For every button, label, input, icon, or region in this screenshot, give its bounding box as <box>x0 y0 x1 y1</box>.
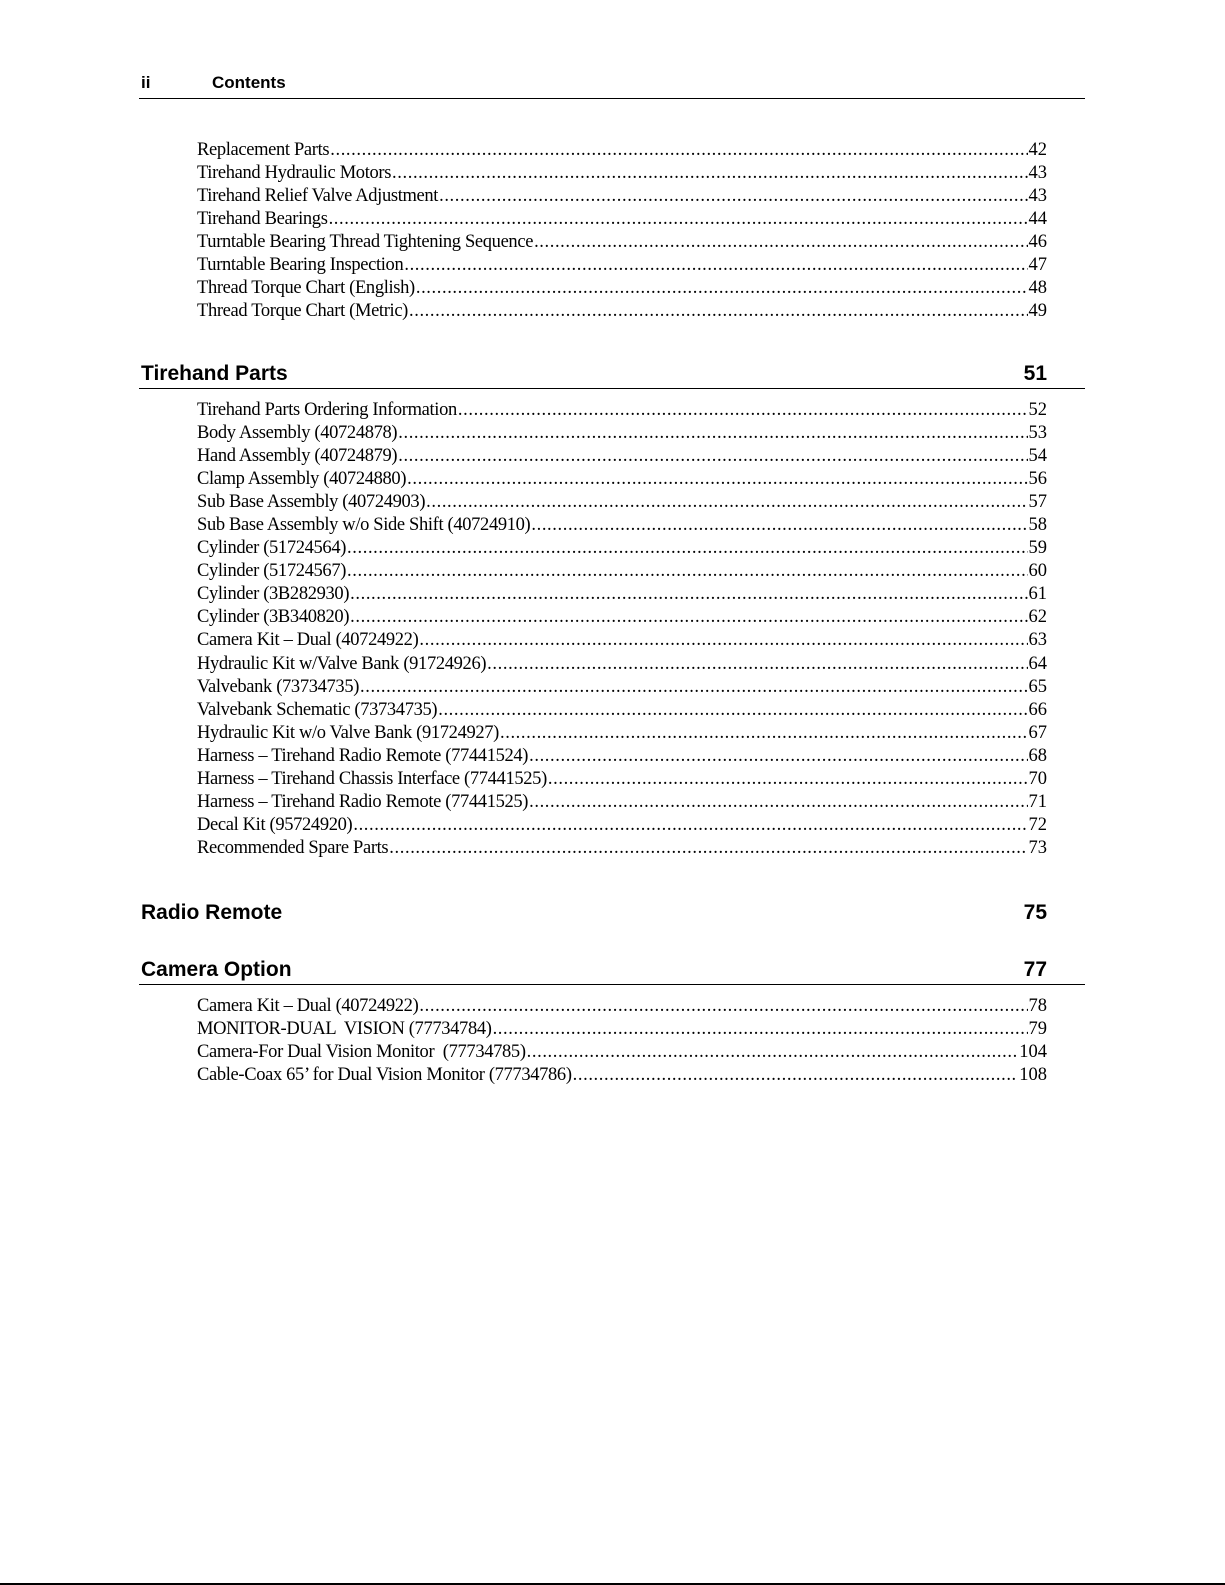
toc-entry[interactable] <box>197 468 1047 491</box>
toc-entry-page: 104 <box>1019 1042 1047 1063</box>
toc-entry[interactable] <box>197 422 1047 445</box>
dot-leader <box>527 1041 1019 1064</box>
toc-entry[interactable] <box>197 254 1047 277</box>
header-page-number: ii <box>141 73 151 92</box>
toc-entry-page: 42 <box>1028 140 1047 160</box>
dot-leader <box>347 560 1027 583</box>
toc-entry-page: 71 <box>1028 791 1047 812</box>
toc-entry-page: 54 <box>1028 446 1047 467</box>
toc-entry-page: 73 <box>1028 837 1047 858</box>
toc-entry-label: Sub Base Assembly w/o Side Shift (40724910) <box>197 515 531 536</box>
toc-entry-label: Hydraulic Kit w/Valve Bank (91724926) <box>197 653 487 674</box>
section-title: Radio Remote <box>141 901 283 924</box>
toc-entry[interactable] <box>197 676 1047 699</box>
dot-leader <box>534 231 1027 254</box>
dot-leader <box>426 491 1027 514</box>
dot-leader <box>389 837 1027 860</box>
dot-leader <box>347 537 1027 560</box>
toc-entry-label: Sub Base Assembly (40724903) <box>197 492 426 513</box>
toc-entry[interactable] <box>197 837 1047 860</box>
toc-entry-page: 56 <box>1028 469 1047 490</box>
section-page: 75 <box>1023 901 1047 924</box>
toc-entry-page: 66 <box>1028 699 1047 720</box>
toc-entry-label: Hand Assembly (40724879) <box>197 446 398 467</box>
toc-entry[interactable] <box>197 537 1047 560</box>
toc-entry-page: 108 <box>1019 1065 1047 1086</box>
dot-leader <box>419 995 1027 1018</box>
section-title: Tirehand Parts <box>141 362 288 385</box>
toc-entry[interactable] <box>197 745 1047 768</box>
toc-entry-page: 67 <box>1028 722 1047 743</box>
toc-entry-label: Harness – Tirehand Radio Remote (77441524) <box>197 745 529 766</box>
toc-entry-label: Tirehand Parts Ordering Information <box>197 400 457 420</box>
toc-entry[interactable] <box>197 560 1047 583</box>
toc-entry-page: 62 <box>1028 607 1047 628</box>
toc-group-tirehand-parts <box>197 399 1047 860</box>
section-heading[interactable] <box>139 956 1085 985</box>
dot-leader <box>398 445 1027 468</box>
toc-entry-label: Decal Kit (95724920) <box>197 814 353 835</box>
dot-leader <box>493 1018 1028 1041</box>
dot-leader <box>487 653 1027 676</box>
toc-entry-label: Tirehand Relief Valve Adjustment <box>197 186 439 207</box>
toc-entry-label: Replacement Parts <box>197 140 330 160</box>
toc-entry[interactable] <box>197 1018 1047 1041</box>
section-heading[interactable] <box>139 899 1085 927</box>
dot-leader <box>350 606 1027 629</box>
toc-entry[interactable] <box>197 768 1047 791</box>
toc-entry[interactable] <box>197 514 1047 537</box>
toc-entry-page: 63 <box>1028 630 1047 651</box>
section-camera-option <box>139 956 1085 985</box>
toc-entry-page: 57 <box>1028 492 1047 513</box>
toc-entry[interactable] <box>197 491 1047 514</box>
toc-entry-page: 64 <box>1028 653 1047 674</box>
dot-leader <box>409 300 1028 323</box>
toc-entry[interactable] <box>197 791 1047 814</box>
toc-entry-label: Cylinder (3B340820) <box>197 607 350 628</box>
toc-entry[interactable] <box>197 583 1047 606</box>
toc-entry-page: 46 <box>1028 232 1047 253</box>
section-page: 51 <box>1023 362 1047 385</box>
dot-leader <box>398 422 1027 445</box>
toc-entry[interactable] <box>197 699 1047 722</box>
section-heading[interactable] <box>139 360 1085 389</box>
toc-entry-page: 43 <box>1028 163 1047 184</box>
toc-entry-label: Cylinder (51724567) <box>197 561 347 582</box>
dot-leader <box>438 699 1027 722</box>
toc-entry-label: Cylinder (51724564) <box>197 538 347 559</box>
dot-leader <box>392 162 1027 185</box>
toc-entry-page: 61 <box>1028 584 1047 605</box>
toc-entry-page: 60 <box>1028 561 1047 582</box>
toc-entry[interactable] <box>197 1064 1047 1087</box>
toc-entry[interactable] <box>197 185 1047 208</box>
toc-entry-label: Tirehand Bearings <box>197 209 328 230</box>
toc-entry-label: Hydraulic Kit w/o Valve Bank (91724927) <box>197 722 499 743</box>
dot-leader <box>329 208 1028 231</box>
toc-entry-label: Cable-Coax 65’ for Dual Vision Monitor (77734786) <box>197 1065 572 1086</box>
toc-entry[interactable] <box>197 399 1047 422</box>
dot-leader <box>439 185 1027 208</box>
section-title: Camera Option <box>141 958 292 981</box>
toc-entry-label: Turntable Bearing Thread Tightening Sequence <box>197 232 534 253</box>
dot-leader <box>419 629 1027 652</box>
dot-leader <box>350 583 1027 606</box>
toc-entry-page: 78 <box>1028 996 1047 1016</box>
toc-entry[interactable] <box>197 629 1047 652</box>
dot-leader <box>529 791 1027 814</box>
toc-entry-label: Recommended Spare Parts <box>197 837 389 858</box>
toc-entry[interactable] <box>197 208 1047 231</box>
toc-entry-page: 52 <box>1028 400 1047 420</box>
toc-entry-page: 58 <box>1028 515 1047 536</box>
dot-leader <box>531 514 1027 537</box>
dot-leader <box>500 722 1028 745</box>
toc-entry-page: 44 <box>1028 209 1047 230</box>
dot-leader <box>458 399 1028 422</box>
toc-entry-label: Tirehand Hydraulic Motors <box>197 163 392 184</box>
toc-entry-page: 70 <box>1028 768 1047 789</box>
toc-entry-label: Harness – Tirehand Chassis Interface (77441525) <box>197 768 547 789</box>
toc-entry-page: 65 <box>1028 676 1047 697</box>
toc-entry-page: 68 <box>1028 745 1047 766</box>
toc-entry[interactable] <box>197 653 1047 676</box>
toc-entry-label: Harness – Tirehand Radio Remote (77441525) <box>197 791 529 812</box>
dot-leader <box>573 1064 1019 1087</box>
dot-leader <box>529 745 1027 768</box>
dot-leader <box>416 277 1028 300</box>
toc-entry[interactable] <box>197 814 1047 837</box>
toc-group-continued <box>197 139 1047 323</box>
dot-leader <box>548 768 1028 791</box>
toc-entry-label: Cylinder (3B282930) <box>197 584 350 605</box>
toc-entry-label: Camera Kit – Dual (40724922) <box>197 630 419 651</box>
toc-entry[interactable] <box>197 300 1047 323</box>
dot-leader <box>360 676 1027 699</box>
toc-entry-label: Valvebank Schematic (73734735) <box>197 699 438 720</box>
section-radio-remote <box>139 899 1085 927</box>
toc-entry-label: Thread Torque Chart (English) <box>197 278 415 299</box>
toc-entry-page: 79 <box>1028 1019 1047 1040</box>
toc-entry-page: 47 <box>1028 255 1047 276</box>
toc-entry-page: 53 <box>1028 423 1047 444</box>
toc-entry-page: 59 <box>1028 538 1047 559</box>
toc-entry-label: Clamp Assembly (40724880) <box>197 469 407 490</box>
toc-entry-label: Valvebank (73734735) <box>197 676 360 697</box>
toc-entry[interactable] <box>197 722 1047 745</box>
dot-leader <box>407 468 1027 491</box>
header-title: Contents <box>212 73 286 92</box>
toc-entry[interactable] <box>197 1041 1047 1064</box>
toc-entry[interactable] <box>197 606 1047 629</box>
dot-leader <box>353 814 1027 837</box>
running-header <box>139 70 1085 99</box>
dot-leader <box>330 139 1027 162</box>
toc-entry[interactable] <box>197 445 1047 468</box>
toc-entry[interactable] <box>197 995 1047 1018</box>
toc-entry-label: Camera-For Dual Vision Monitor (77734785) <box>197 1042 526 1063</box>
toc-entry-page: 43 <box>1028 186 1047 207</box>
toc-entry-label: MONITOR-DUAL VISION (77734784) <box>197 1019 492 1040</box>
toc-entry-page: 72 <box>1028 814 1047 835</box>
toc-entry-page: 48 <box>1028 278 1047 299</box>
section-tirehand-parts <box>139 360 1085 389</box>
dot-leader <box>404 254 1027 277</box>
toc-entry-label: Camera Kit – Dual (40724922) <box>197 996 419 1016</box>
toc-entry-label: Turntable Bearing Inspection <box>197 255 404 276</box>
toc-entry[interactable] <box>197 139 1047 162</box>
toc-entry[interactable] <box>197 231 1047 254</box>
toc-entry[interactable] <box>197 162 1047 185</box>
toc-group-camera-option <box>197 995 1047 1087</box>
section-page: 77 <box>1023 958 1047 981</box>
toc-entry[interactable] <box>197 277 1047 300</box>
toc-entry-label: Thread Torque Chart (Metric) <box>197 301 408 322</box>
toc-entry-page: 49 <box>1028 301 1047 322</box>
toc-entry-label: Body Assembly (40724878) <box>197 423 398 444</box>
